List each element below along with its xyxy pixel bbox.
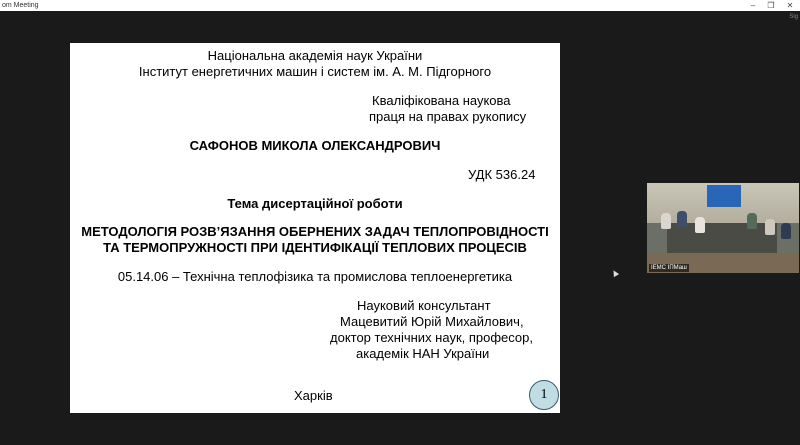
- video-person: [781, 223, 791, 239]
- slide-consultant-degree: доктор технічних наук, професор,: [330, 330, 533, 345]
- sign-in-link[interactable]: Sig: [789, 14, 798, 20]
- slide-consultant-label: Науковий консультант: [357, 298, 491, 313]
- slide-topic-line-2: ТА ТЕРМОПРУЖНОСТІ ПРИ ІДЕНТИФІКАЦІЇ ТЕПЛОВИХ ПРОЦЕСІВ: [103, 240, 527, 255]
- close-button[interactable]: ✕: [786, 1, 794, 10]
- restore-button[interactable]: ❐: [767, 1, 775, 10]
- slide-city: Харків: [294, 388, 333, 403]
- slide-institute: Інститут енергетичних машин і систем ім. А. М. Підгорного: [138, 64, 492, 79]
- video-person: [765, 219, 775, 235]
- video-person: [747, 213, 757, 229]
- video-person: [661, 213, 671, 229]
- title-bar: [0, 0, 800, 11]
- slide-specialty: 05.14.06 – Технічна теплофізика та промислова теплоенергетика: [117, 269, 513, 284]
- slide-author: САФОНОВ МИКОЛА ОЛЕКСАНДРОВИЧ: [189, 138, 441, 153]
- video-person: [695, 217, 705, 233]
- video-person: [677, 211, 687, 227]
- participant-video-tile[interactable]: [647, 183, 799, 273]
- slide-manuscript: праця на правах рукопису: [369, 109, 527, 124]
- slide-qualification: Кваліфікована наукова: [372, 93, 511, 108]
- slide-topic-line-1: МЕТОДОЛОГІЯ РОЗВ’ЯЗАННЯ ОБЕРНЕНИХ ЗАДАЧ ТЕПЛОПРОВІДНОСТІ: [81, 224, 549, 239]
- slide-academy: Національна академія наук України: [207, 48, 423, 63]
- slide-topic-label: Тема дисертаційної роботи: [227, 196, 403, 211]
- slide-consultant-title: академік НАН України: [356, 346, 490, 361]
- video-banner: [707, 185, 741, 207]
- presentation-slide: [70, 43, 560, 413]
- window-title: om Meeting: [2, 2, 39, 9]
- meeting-bottom-bar: [0, 414, 800, 445]
- slide-page-number: 1: [529, 380, 559, 410]
- video-table: [667, 223, 777, 253]
- minimize-button[interactable]: –: [750, 1, 756, 10]
- slide-udk: УДК 536.24: [468, 167, 536, 182]
- meeting-top-bar: [0, 11, 800, 46]
- slide-consultant-name: Мацевитий Юрій Михайлович,: [340, 314, 524, 329]
- participant-name: ІЕМС ІПМаш: [651, 265, 687, 271]
